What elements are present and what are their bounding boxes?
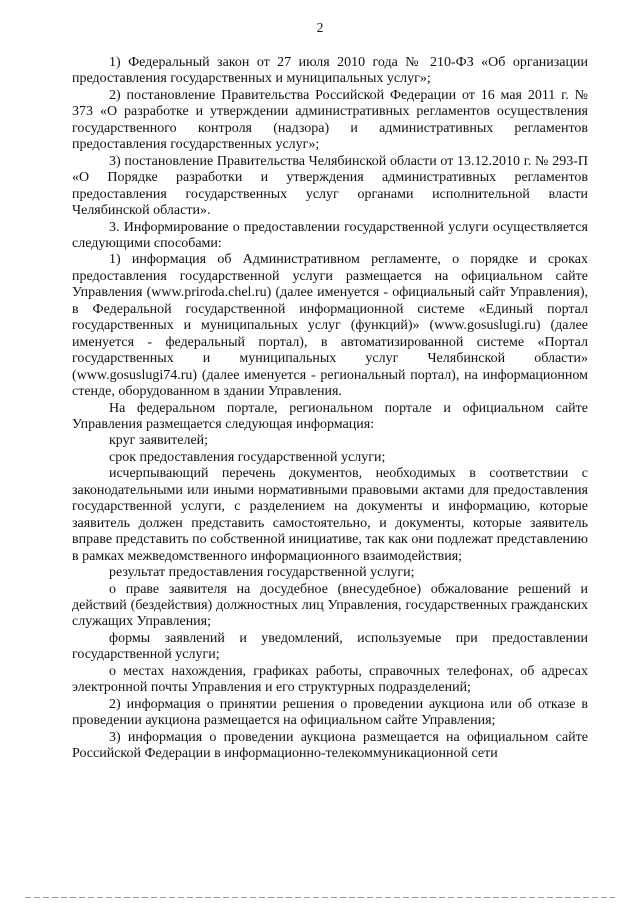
paragraph-regulation-info: 1) информация об Административном регламенте, о порядке и сроках предоставления государственной услуги размещается на официальном сайте Управления (www.priroda.chel.ru) (далее именуется - официальный сайт Управления), в Федеральной государственной информационной системе «Единый портал государственных и муниципальных услуг (функций)» (www.gosuslugi.ru) (далее именуется - федеральный портал), в автоматизированной системе «Портал государственных и муниципальных услуг Челябинской области» (www.gosuslugi74.ru) (далее именуется - региональный портал), на информационном стенде, оборудованном в здании Управления. xyxy=(72,252,588,400)
paragraph-informing-methods: 3. Информирование о предоставлении государственной услуги осуществляется следующими способами: xyxy=(72,219,588,251)
list-item-service-result: результат предоставления государственной услуги; xyxy=(109,565,415,581)
paragraph-decree-293: 3) постановление Правительства Челябинской области от 13.12.2010 г. № 293-П «О Порядке разработки и утверждения административных регламентов предоставления государственных услуг органами исполнительной власти Челябинской области». xyxy=(72,153,588,219)
paragraph-auction-decision: 2) информация о принятии решения о проведении аукциона или об отказе в проведении аукциона размещается на официальном сайте Управления; xyxy=(72,696,588,729)
paragraph-decree-373: 2) постановление Правительства Российской Федерации от 16 мая 2011 г. № 373 «О разработке и утверждении административных регламентов осуществления государственного контроля (надзора) и административных регламентов предоставления государственных услуг»; xyxy=(72,87,588,153)
list-item-appeal-right: о праве заявителя на досудебное (внесудебное) обжалование решений и действий (бездействия) должностных лиц Управления, государственных гражданских служащих Управления; xyxy=(72,581,588,630)
list-item-contacts: о местах нахождения, графиках работы, справочных телефонах, об адресах электронной почты Управления и его структурных подразделений; xyxy=(72,663,588,696)
scan-edge-line xyxy=(25,897,615,898)
list-item-service-term: срок предоставления государственной услуги; xyxy=(109,449,386,465)
paragraph-auction-info: 3) информация о проведении аукциона размещается на официальном сайте Российской Федерации в информационно-телекоммуникационной сети xyxy=(72,729,588,762)
document-body xyxy=(72,55,588,762)
list-item-forms: формы заявлений и уведомлений, используемые при предоставлении государственной услуги; xyxy=(72,630,588,663)
paragraph-portal-info: На федеральном портале, региональном портале и официальном сайте Управления размещается следующая информация: xyxy=(72,400,588,432)
page-number: 2 xyxy=(316,20,324,35)
list-item-documents: исчерпывающий перечень документов, необходимых в соответствии с законодательными или иными нормативными правовыми актами для предоставления государственной услуги, с разделением на документы и информацию, которые заявитель должен представить самостоятельно, и документы, которые заявитель вправе представить по собственной инициативе, так как они подлежат представлению в рамках межведомственного информационного взаимодействия; xyxy=(72,466,588,564)
paragraph-law-210: 1) Федеральный закон от 27 июля 2010 года № 210-ФЗ «Об организации предоставления государственных и муниципальных услуг»; xyxy=(72,55,588,87)
list-item-applicants: круг заявителей; xyxy=(109,433,209,449)
